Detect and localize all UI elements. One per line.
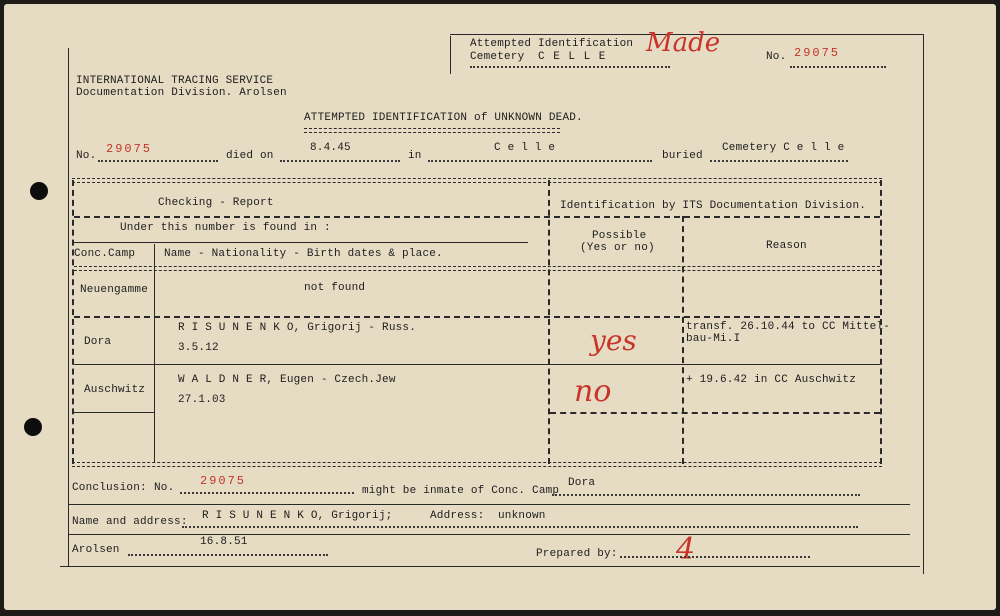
form-left-border: [68, 48, 69, 566]
table-divider-reason: [682, 216, 684, 464]
cemetery-value: C E L L E: [538, 51, 607, 63]
row-2-name-line-1: R I S U N E N K O, Grigorij - Russ.: [178, 322, 417, 334]
row-3-name-line-2: 27.1.03: [178, 394, 226, 406]
row-3-name-line-1: W A L D N E R, Eugen - Czech.Jew: [178, 374, 396, 386]
row-2-reason-line-1: transf. 26.10.44 to CC Mittel-: [686, 321, 891, 333]
row-2-name-line-2: 3.5.12: [178, 342, 219, 354]
org-line-1: INTERNATIONAL TRACING SERVICE: [76, 75, 274, 87]
row-2-divider: [74, 364, 880, 365]
table-top-border: [72, 178, 882, 183]
table-bottom-border: [72, 462, 882, 467]
died-on-label: died on: [226, 150, 274, 162]
punch-hole-bottom: [24, 418, 42, 436]
buried-dots: [710, 160, 848, 162]
row-3-divider-left: [74, 412, 154, 413]
checking-report-header: Checking - Report: [158, 197, 274, 209]
col-reason: Reason: [766, 240, 807, 252]
prepared-by-signature: 4: [676, 532, 696, 567]
form-right-border: [923, 34, 924, 574]
name-address-dots: [182, 526, 858, 528]
conclusion-label: Conclusion:: [72, 482, 147, 494]
title-underline: [304, 128, 560, 133]
col-name-details: Name - Nationality - Birth dates & place.: [164, 248, 443, 260]
name-address-label: Name and address:: [72, 516, 188, 528]
address-label: Address:: [430, 510, 485, 522]
table-divider-main: [548, 180, 550, 464]
date-dots: [128, 554, 328, 556]
form-title: ATTEMPTED IDENTIFICATION of UNKNOWN DEAD.: [304, 112, 583, 124]
form-no-label: No.: [76, 150, 97, 162]
column-header-divider: [74, 266, 880, 271]
conclusion-no-label: No.: [154, 482, 175, 494]
form-no-dots: [98, 160, 218, 162]
cemetery-label: Cemetery: [470, 51, 525, 63]
row-3-reason-line-1: + 19.6.42 in CC Auschwitz: [686, 374, 857, 386]
form-no-value: 29075: [106, 142, 153, 156]
in-value: C e l l e: [494, 142, 556, 154]
identification-header: Identification by ITS Documentation Division.: [560, 200, 867, 212]
form-bottom-border: [60, 566, 920, 567]
row-1-camp: Neuengamme: [80, 284, 149, 296]
died-on-value: 8.4.45: [310, 142, 351, 154]
died-on-dots: [280, 160, 400, 162]
row-1-name: not found: [304, 282, 366, 294]
row-2-reason-line-2: bau-Mi.I: [686, 333, 741, 345]
org-line-2: Documentation Division. Arolsen: [76, 87, 287, 99]
row-1-divider: [74, 316, 880, 318]
table-divider-camp: [154, 244, 155, 462]
document-card: [4, 4, 996, 610]
name-value: R I S U N E N K O, Grigorij;: [202, 510, 393, 522]
arolsen-label: Arolsen: [72, 544, 120, 556]
date-value: 16.8.51: [200, 536, 248, 548]
col-conc-camp: Conc.Camp: [74, 248, 136, 260]
might-be-inmate-text: might be inmate of Conc. Camp: [362, 485, 560, 497]
prepared-by-dots: [620, 556, 810, 558]
address-value: unknown: [498, 510, 546, 522]
conclusion-no-value: 29075: [200, 474, 247, 488]
row-3-camp: Auschwitz: [84, 384, 146, 396]
header-no-label: No.: [766, 51, 787, 63]
buried-label: buried: [662, 150, 703, 162]
under-number-rule: [74, 242, 528, 243]
header-no-value: 29075: [794, 46, 841, 60]
punch-hole-top: [30, 182, 48, 200]
attempted-identification-label: Attempted Identification: [470, 38, 634, 50]
in-label: in: [408, 150, 422, 162]
header-box-left-border: [450, 36, 451, 74]
under-number-label: Under this number is found in :: [120, 222, 331, 234]
in-dots: [428, 160, 652, 162]
cemetery-dots: [470, 66, 670, 68]
prepared-by-label: Prepared by:: [536, 548, 618, 560]
conclusion-camp-value: Dora: [568, 477, 596, 489]
row-2-camp: Dora: [84, 336, 112, 348]
col-possible-line-1: Possible: [592, 230, 647, 242]
conclusion-camp-dots: [552, 494, 860, 496]
table-left-border: [72, 180, 74, 464]
conclusion-rule: [68, 504, 910, 505]
header-divider: [74, 216, 880, 218]
handwritten-made-note: Made: [646, 28, 721, 58]
header-no-dots: [790, 66, 886, 68]
name-address-rule: [68, 534, 910, 535]
row-3-divider-right: [550, 412, 880, 414]
row-2-possible: yes: [590, 324, 637, 357]
conclusion-no-dots: [180, 492, 354, 494]
buried-value: Cemetery C e l l e: [722, 142, 845, 154]
row-3-possible: no: [574, 374, 612, 409]
col-possible-line-2: (Yes or no): [580, 242, 655, 254]
